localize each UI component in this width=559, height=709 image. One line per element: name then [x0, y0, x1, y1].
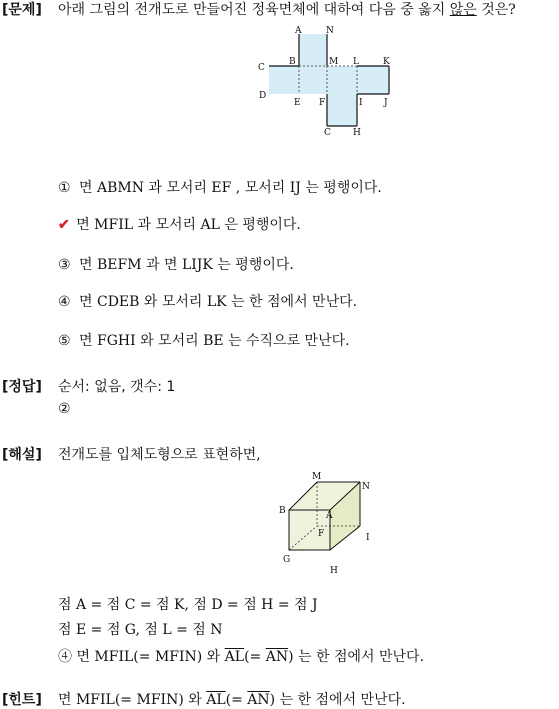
- segment-AL: $\overline{AL}$: [224, 649, 245, 665]
- net-label-B: B: [289, 57, 296, 67]
- cube-figure: [276, 468, 378, 580]
- choice-4-text: 면 CDEB 와 모서리 LK 는 한 점에서 만난다.: [79, 294, 358, 310]
- choice-1-marker: ①: [58, 180, 71, 196]
- hint-tag: [힌트]: [2, 692, 42, 708]
- problem-question: [58, 0, 516, 19]
- solution-intro: 전개도를 입체도형으로 표현하면,: [58, 447, 261, 463]
- net-label-I: I: [359, 98, 363, 108]
- solution-tag: [해설]: [2, 447, 42, 463]
- cube-label-F: F: [318, 529, 325, 539]
- problem-tag: [문제]: [2, 2, 42, 18]
- net-label-K: K: [383, 57, 390, 67]
- hint-text-a: 면 MFIL(= MFIN) 와: [58, 692, 207, 708]
- choice-2[interactable]: [58, 214, 301, 234]
- hint-segment-AL: $\overline{AL}$: [206, 692, 226, 708]
- cube-label-G: G: [283, 555, 291, 565]
- net-label-N: N: [326, 26, 334, 36]
- net-label-J: J: [384, 98, 388, 108]
- net-label-C: C: [258, 63, 265, 73]
- solution-line-2: 점 E = 점 G, 점 L = 점 N: [58, 622, 223, 638]
- cube-label-N: N: [362, 482, 370, 492]
- choice-4-marker: ④: [58, 294, 71, 310]
- answer-line-2: ②: [58, 401, 71, 417]
- question-text-post: 것은?: [476, 2, 516, 18]
- hint-segment-AN: $\overline{AN}$: [247, 692, 270, 708]
- answer-tag: [정답]: [2, 379, 42, 395]
- solution-line-3-e: ) 는 한 점에서 만난다.: [288, 649, 425, 665]
- cube-label-M: M: [312, 472, 322, 482]
- solution-line-3-c: (=: [244, 649, 266, 665]
- cube-net-figure: [255, 24, 400, 136]
- hint-text-c: (=: [225, 692, 248, 708]
- net-label-D: D: [259, 91, 267, 101]
- check-mark-icon: ✔: [58, 217, 70, 233]
- net-top-face: [299, 34, 327, 67]
- cube-label-A: A: [326, 511, 333, 521]
- choice-3[interactable]: [58, 254, 294, 274]
- choice-5-text: 면 FGHI 와 모서리 BE 는 수직으로 만난다.: [79, 333, 350, 349]
- net-label-E: E: [294, 98, 301, 108]
- net-label-H: H: [353, 128, 361, 136]
- cube-label-H: H: [330, 566, 338, 576]
- choice-4[interactable]: [58, 291, 357, 311]
- net-middle-row: [269, 66, 389, 94]
- choice-1[interactable]: [58, 177, 382, 197]
- cube-label-B: B: [279, 506, 286, 516]
- solution-line-1: 점 A = 점 C = 점 K, 점 D = 점 H = 점 J: [58, 597, 318, 613]
- net-label-M: M: [329, 57, 339, 67]
- net-label-A: A: [295, 26, 302, 36]
- net-bottom-face: [327, 94, 357, 126]
- net-label-L: L: [353, 57, 359, 67]
- cube-label-I: I: [366, 533, 370, 543]
- answer-line-1: 순서: 없음, 갯수: 1: [58, 379, 176, 395]
- net-label-C2: C: [324, 128, 331, 136]
- choice-3-marker: ③: [58, 257, 71, 273]
- hint-text: [58, 689, 406, 709]
- segment-AN: $\overline{AN}$: [265, 649, 289, 665]
- choice-1-text: 면 ABMN 과 모서리 EF , 모서리 IJ 는 평행이다.: [79, 180, 382, 196]
- choice-2-text: 면 MFIL 과 모서리 AL 은 평행이다.: [76, 217, 301, 233]
- choice-5-marker: ⑤: [58, 333, 71, 349]
- hint-text-e: ) 는 한 점에서 만난다.: [269, 692, 406, 708]
- solution-line-3-a: ④ 면 MFIL(= MFIN) 와: [58, 649, 225, 665]
- question-text-pre: 아래 그림의 전개도로 만들어진 정육면체에 대하여 다음 중 옳지: [58, 2, 450, 18]
- solution-line-3: [58, 646, 424, 666]
- choice-5[interactable]: [58, 330, 350, 350]
- question-text-underlined: 않은: [449, 2, 477, 18]
- net-label-F: F: [319, 98, 326, 108]
- choice-3-text: 면 BEFM 과 면 LIJK 는 평행이다.: [79, 257, 294, 273]
